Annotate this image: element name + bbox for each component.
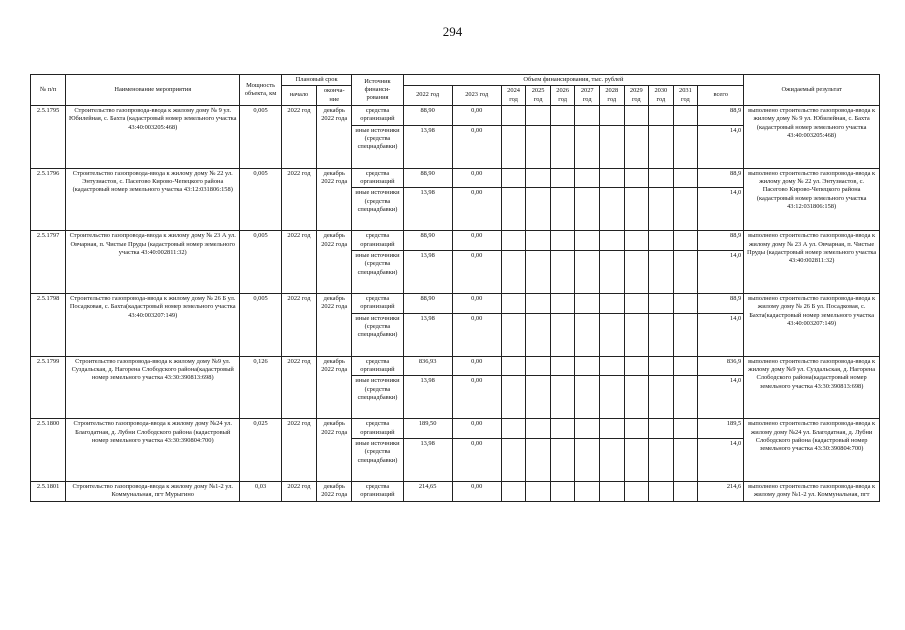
empty-cell bbox=[624, 438, 649, 481]
row-num: 2.5.1799 bbox=[31, 356, 66, 419]
row-start: 2022 год bbox=[281, 419, 316, 482]
row-total-2: 14,0 bbox=[698, 188, 744, 231]
empty-cell bbox=[526, 313, 551, 356]
empty-cell bbox=[673, 293, 698, 313]
empty-cell bbox=[673, 376, 698, 419]
empty-cell bbox=[599, 376, 624, 419]
empty-cell bbox=[526, 250, 551, 293]
header-total: всего bbox=[698, 86, 744, 106]
row-result: выполнено строительство газопровода-ввода к жилому дому №24 ул. Благодатная, д. Лубни Слободского района (кадастровый номер земельного участка 43:30:390804:700) bbox=[744, 419, 880, 482]
empty-cell bbox=[624, 168, 649, 188]
empty-cell bbox=[599, 293, 624, 313]
table-row bbox=[31, 481, 880, 501]
empty-cell bbox=[649, 293, 674, 313]
empty-cell bbox=[501, 188, 526, 231]
row-name: Строительство газопровода-ввода к жилому дому №1-2 ул. Коммунальная, пгт Мурыгино bbox=[66, 481, 240, 501]
row-2022-1: 88,90 bbox=[403, 168, 452, 188]
empty-cell bbox=[599, 231, 624, 251]
row-2023-2: 0,00 bbox=[452, 188, 501, 231]
empty-cell bbox=[624, 188, 649, 231]
row-source-2: иные источники (средства спецнадбавки) bbox=[352, 125, 403, 168]
row-start: 2022 год bbox=[281, 231, 316, 294]
empty-cell bbox=[624, 125, 649, 168]
empty-cell bbox=[501, 438, 526, 481]
empty-cell bbox=[575, 438, 600, 481]
row-result: выполнено строительство газопровода-ввода к жилому дому №1-2 ул. Коммунальная, пгт bbox=[744, 481, 880, 501]
empty-cell bbox=[501, 105, 526, 125]
empty-cell bbox=[649, 313, 674, 356]
row-total-2: 14,0 bbox=[698, 438, 744, 481]
empty-cell bbox=[673, 125, 698, 168]
header-end: оконча-ние bbox=[317, 86, 352, 106]
empty-cell bbox=[526, 356, 551, 376]
empty-cell bbox=[575, 231, 600, 251]
row-2023-1: 0,00 bbox=[452, 356, 501, 376]
row-2022-1: 836,93 bbox=[403, 356, 452, 376]
header-2023: 2023 год bbox=[452, 86, 501, 106]
empty-cell bbox=[649, 481, 674, 501]
header-result: Ожидаемый результат bbox=[744, 75, 880, 106]
empty-cell bbox=[501, 293, 526, 313]
empty-cell bbox=[624, 376, 649, 419]
empty-cell bbox=[624, 419, 649, 439]
row-total-1: 189,5 bbox=[698, 419, 744, 439]
header-planned-term: Плановый срок bbox=[281, 75, 351, 86]
row-end: декабрь 2022 года bbox=[317, 105, 352, 168]
row-2023-1: 0,00 bbox=[452, 419, 501, 439]
row-end: декабрь 2022 года bbox=[317, 293, 352, 356]
empty-cell bbox=[599, 250, 624, 293]
header-2026: 2026 год bbox=[550, 86, 575, 106]
empty-cell bbox=[575, 105, 600, 125]
row-2023-2: 0,00 bbox=[452, 125, 501, 168]
row-2022-1: 189,50 bbox=[403, 419, 452, 439]
row-source-1: средства организаций bbox=[352, 481, 403, 501]
row-total-1: 88,9 bbox=[698, 168, 744, 188]
empty-cell bbox=[550, 481, 575, 501]
header-2027: 2027 год bbox=[575, 86, 600, 106]
empty-cell bbox=[501, 481, 526, 501]
row-2022-1: 88,90 bbox=[403, 293, 452, 313]
row-end: декабрь 2022 года bbox=[317, 419, 352, 482]
row-end: декабрь 2022 года bbox=[317, 356, 352, 419]
empty-cell bbox=[624, 313, 649, 356]
empty-cell bbox=[624, 293, 649, 313]
row-source-1: средства организаций bbox=[352, 356, 403, 376]
empty-cell bbox=[649, 419, 674, 439]
header-2028: 2028 год bbox=[599, 86, 624, 106]
row-end: декабрь 2022 года bbox=[317, 481, 352, 501]
row-num: 2.5.1797 bbox=[31, 231, 66, 294]
empty-cell bbox=[526, 419, 551, 439]
empty-cell bbox=[575, 481, 600, 501]
empty-cell bbox=[649, 168, 674, 188]
empty-cell bbox=[550, 376, 575, 419]
empty-cell bbox=[550, 313, 575, 356]
row-source-1: средства организаций bbox=[352, 168, 403, 188]
header-funding: Объем финансирования, тыс. рублей bbox=[403, 75, 744, 86]
row-start: 2022 год bbox=[281, 293, 316, 356]
row-capacity: 0,005 bbox=[240, 105, 282, 168]
row-name: Строительство газопровода-ввода к жилому дому № 23 А ул. Овчарная, п. Чистые Пруды (кадастровый номер земельного участка 43:40:002811:32) bbox=[66, 231, 240, 294]
row-num: 2.5.1795 bbox=[31, 105, 66, 168]
table-row bbox=[31, 293, 880, 313]
empty-cell bbox=[599, 188, 624, 231]
row-2022-2: 13,98 bbox=[403, 188, 452, 231]
empty-cell bbox=[501, 376, 526, 419]
header-2029: 2029 год bbox=[624, 86, 649, 106]
row-2023-1: 0,00 bbox=[452, 168, 501, 188]
row-source-1: средства организаций bbox=[352, 419, 403, 439]
row-capacity: 0,126 bbox=[240, 356, 282, 419]
empty-cell bbox=[501, 356, 526, 376]
row-total-2: 14,0 bbox=[698, 250, 744, 293]
row-result: выполнено строительство газопровода-ввода к жилому дому № 9 ул. Юбилейная, с. Бахта (кадастровый номер земельного участка 43:40:003205:468) bbox=[744, 105, 880, 168]
empty-cell bbox=[649, 376, 674, 419]
row-source-2: иные источники (средства спецнадбавки) bbox=[352, 250, 403, 293]
empty-cell bbox=[501, 125, 526, 168]
row-total-1: 214,6 bbox=[698, 481, 744, 501]
row-2023-1: 0,00 bbox=[452, 293, 501, 313]
row-num: 2.5.1796 bbox=[31, 168, 66, 231]
row-result: выполнено строительство газопровода-ввода к жилому дому № 23 А ул. Овчарная, п. Чистые Пруды (кадастровый номер земельного участка 43:40:002811:32) bbox=[744, 231, 880, 294]
empty-cell bbox=[649, 356, 674, 376]
row-end: декабрь 2022 года bbox=[317, 168, 352, 231]
row-capacity: 0,03 bbox=[240, 481, 282, 501]
row-2023-1: 0,00 bbox=[452, 231, 501, 251]
row-2023-2: 0,00 bbox=[452, 313, 501, 356]
row-capacity: 0,025 bbox=[240, 419, 282, 482]
row-num: 2.5.1800 bbox=[31, 419, 66, 482]
empty-cell bbox=[575, 188, 600, 231]
empty-cell bbox=[599, 125, 624, 168]
empty-cell bbox=[599, 168, 624, 188]
header-name: Наименование мероприятия bbox=[66, 75, 240, 106]
row-total-1: 836,9 bbox=[698, 356, 744, 376]
empty-cell bbox=[673, 231, 698, 251]
empty-cell bbox=[550, 438, 575, 481]
empty-cell bbox=[673, 250, 698, 293]
empty-cell bbox=[501, 250, 526, 293]
row-2022-2: 13,98 bbox=[403, 313, 452, 356]
row-total-2: 14,0 bbox=[698, 313, 744, 356]
header-capacity: Мощность объекта, км bbox=[240, 75, 282, 106]
empty-cell bbox=[673, 481, 698, 501]
empty-cell bbox=[575, 125, 600, 168]
header-2022: 2022 год bbox=[403, 86, 452, 106]
empty-cell bbox=[526, 105, 551, 125]
row-name: Строительство газопровода-ввода к жилому дому №9 ул. Суздальская, д. Нагорена Слободского района(кадастровый номер земельного участка 43:30:390813:698) bbox=[66, 356, 240, 419]
page-number: 294 bbox=[442, 24, 463, 39]
empty-cell bbox=[649, 125, 674, 168]
empty-cell bbox=[501, 168, 526, 188]
empty-cell bbox=[550, 419, 575, 439]
row-total-1: 88,9 bbox=[698, 293, 744, 313]
row-2022-1: 88,90 bbox=[403, 105, 452, 125]
table-row bbox=[31, 168, 880, 188]
empty-cell bbox=[526, 438, 551, 481]
header-2031: 2031 год bbox=[673, 86, 698, 106]
empty-cell bbox=[501, 313, 526, 356]
empty-cell bbox=[599, 356, 624, 376]
row-name: Строительство газопровода-ввода к жилому дому №24 ул. Благодатная, д. Лубни Слободского района (кадастровый номер земельного участка 43:30:390804:700) bbox=[66, 419, 240, 482]
row-2023-2: 0,00 bbox=[452, 438, 501, 481]
row-capacity: 0,005 bbox=[240, 231, 282, 294]
header-source: Источник финанси-рования bbox=[352, 75, 403, 106]
row-result: выполнено строительство газопровода-ввода к жилому дому №9 ул. Суздальская, д. Нагорена Слободского района(кадастровый номер земельного участка 43:30:390813:698) bbox=[744, 356, 880, 419]
row-end: декабрь 2022 года bbox=[317, 231, 352, 294]
row-capacity: 0,005 bbox=[240, 293, 282, 356]
row-capacity: 0,005 bbox=[240, 168, 282, 231]
table-row bbox=[31, 419, 880, 439]
empty-cell bbox=[550, 250, 575, 293]
empty-cell bbox=[501, 231, 526, 251]
row-source-2: иные источники (средства спецнадбавки) bbox=[352, 313, 403, 356]
row-source-2: иные источники (средства спецнадбавки) bbox=[352, 376, 403, 419]
empty-cell bbox=[649, 438, 674, 481]
empty-cell bbox=[673, 419, 698, 439]
empty-cell bbox=[673, 356, 698, 376]
row-name: Строительство газопровода-ввода к жилому дому № 22 ул. Энтузиастов, с. Пасегово Кирово-Чепецкого района (кадастровый номер земельного участка 43:12:031806:158) bbox=[66, 168, 240, 231]
row-2022-1: 214,65 bbox=[403, 481, 452, 501]
row-2023-1: 0,00 bbox=[452, 105, 501, 125]
table-row bbox=[31, 356, 880, 376]
row-source-2: иные источники (средства спецнадбавки) bbox=[352, 188, 403, 231]
row-num: 2.5.1801 bbox=[31, 481, 66, 501]
row-2023-2: 0,00 bbox=[452, 250, 501, 293]
empty-cell bbox=[550, 168, 575, 188]
empty-cell bbox=[526, 376, 551, 419]
row-name: Строительство газопровода-ввода к жилому дому № 26 Б ул. Посадковая, с. Бахта(кадастровый номер земельного участка 43:40:003207:149) bbox=[66, 293, 240, 356]
empty-cell bbox=[575, 356, 600, 376]
empty-cell bbox=[526, 231, 551, 251]
header-2025: 2025 год bbox=[526, 86, 551, 106]
row-source-1: средства организаций bbox=[352, 105, 403, 125]
empty-cell bbox=[673, 188, 698, 231]
empty-cell bbox=[526, 188, 551, 231]
empty-cell bbox=[575, 250, 600, 293]
row-source-1: средства организаций bbox=[352, 231, 403, 251]
row-total-1: 88,9 bbox=[698, 105, 744, 125]
empty-cell bbox=[575, 419, 600, 439]
empty-cell bbox=[526, 481, 551, 501]
row-2023-1: 0,00 bbox=[452, 481, 501, 501]
empty-cell bbox=[599, 105, 624, 125]
empty-cell bbox=[624, 356, 649, 376]
header-2024: 2024 год bbox=[501, 86, 526, 106]
funding-plan-table bbox=[30, 74, 880, 502]
row-start: 2022 год bbox=[281, 481, 316, 501]
header-num: № п/п bbox=[31, 75, 66, 106]
empty-cell bbox=[624, 105, 649, 125]
empty-cell bbox=[575, 293, 600, 313]
row-2022-2: 13,98 bbox=[403, 250, 452, 293]
empty-cell bbox=[550, 231, 575, 251]
empty-cell bbox=[599, 313, 624, 356]
empty-cell bbox=[550, 188, 575, 231]
row-start: 2022 год bbox=[281, 356, 316, 419]
row-start: 2022 год bbox=[281, 105, 316, 168]
row-source-2: иные источники (средства спецнадбавки) bbox=[352, 438, 403, 481]
empty-cell bbox=[550, 356, 575, 376]
header-2030: 2030 год bbox=[649, 86, 674, 106]
empty-cell bbox=[550, 293, 575, 313]
table-row bbox=[31, 105, 880, 125]
empty-cell bbox=[526, 293, 551, 313]
empty-cell bbox=[599, 481, 624, 501]
empty-cell bbox=[624, 231, 649, 251]
row-2022-2: 13,98 bbox=[403, 438, 452, 481]
row-num: 2.5.1798 bbox=[31, 293, 66, 356]
empty-cell bbox=[673, 105, 698, 125]
empty-cell bbox=[575, 168, 600, 188]
empty-cell bbox=[501, 419, 526, 439]
header-start: начало bbox=[281, 86, 316, 106]
empty-cell bbox=[599, 419, 624, 439]
row-total-1: 88,9 bbox=[698, 231, 744, 251]
row-2022-1: 88,90 bbox=[403, 231, 452, 251]
row-2022-2: 13,98 bbox=[403, 125, 452, 168]
row-total-2: 14,0 bbox=[698, 376, 744, 419]
empty-cell bbox=[526, 168, 551, 188]
row-2022-2: 13,98 bbox=[403, 376, 452, 419]
empty-cell bbox=[649, 188, 674, 231]
empty-cell bbox=[575, 376, 600, 419]
row-name: Строительство газопровода-ввода к жилому дому № 9 ул. Юбилейная, с. Бахта (кадастровый номер земельного участка 43:40:003205:468) bbox=[66, 105, 240, 168]
empty-cell bbox=[624, 481, 649, 501]
empty-cell bbox=[599, 438, 624, 481]
row-source-1: средства организаций bbox=[352, 293, 403, 313]
empty-cell bbox=[649, 250, 674, 293]
empty-cell bbox=[550, 105, 575, 125]
empty-cell bbox=[673, 438, 698, 481]
empty-cell bbox=[649, 105, 674, 125]
row-start: 2022 год bbox=[281, 168, 316, 231]
empty-cell bbox=[673, 313, 698, 356]
table-row bbox=[31, 231, 880, 251]
empty-cell bbox=[673, 168, 698, 188]
empty-cell bbox=[526, 125, 551, 168]
row-result: выполнено строительство газопровода-ввода к жилому дому № 22 ул. Энтузиастов, с. Пасегово Кирово-Чепецкого района (кадастровый номер земельного участка 43:12:031806:158) bbox=[744, 168, 880, 231]
empty-cell bbox=[624, 250, 649, 293]
empty-cell bbox=[649, 231, 674, 251]
row-total-2: 14,0 bbox=[698, 125, 744, 168]
row-result: выполнено строительство газопровода-ввода к жилому дому № 26 Б ул. Посадковая, с. Бахта(кадастровый номер земельного участка 43:40:003207:149) bbox=[744, 293, 880, 356]
empty-cell bbox=[575, 313, 600, 356]
row-2023-2: 0,00 bbox=[452, 376, 501, 419]
empty-cell bbox=[550, 125, 575, 168]
